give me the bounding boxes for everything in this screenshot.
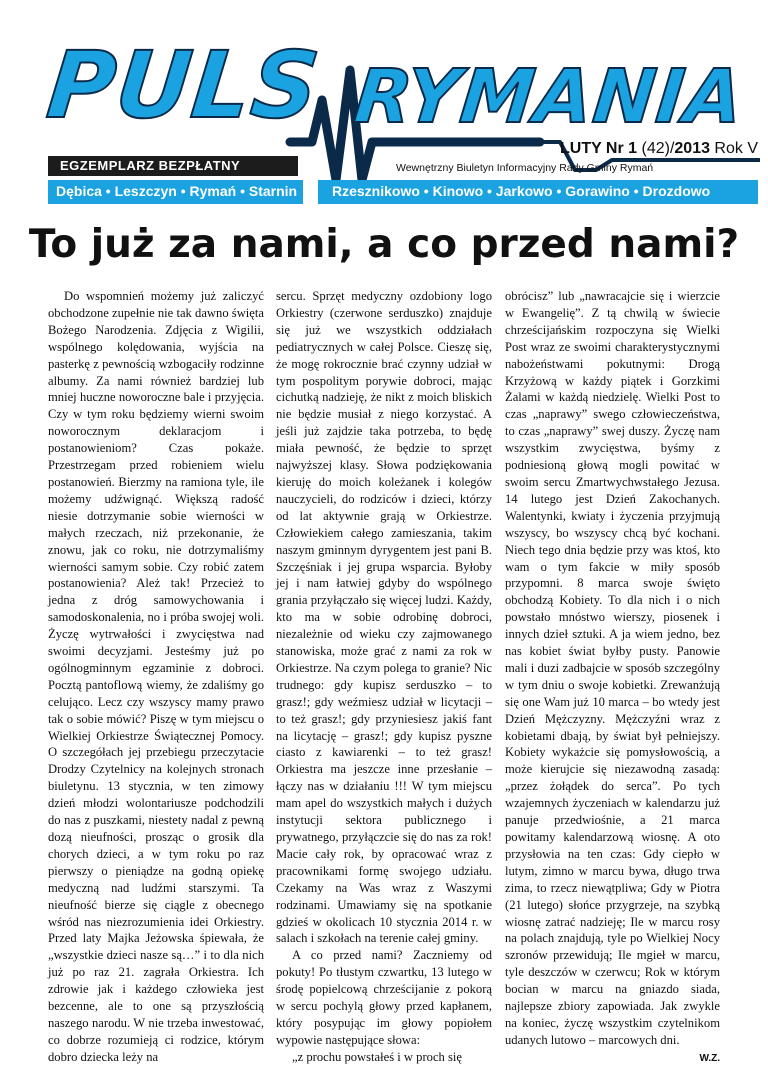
- column-3-text: obrócisz” lub „nawracajcie się i wierzcie w Ewangelię”. Z tą chwilą w świecie chrześcijańskim rozpoczyna się Wielki Post wraz ze swoimi charakterystycznymi nabożeństwami pokutnymi: Drogą Krzyżową w każdy piątek i Gorzkimi Żalami w każdą niedzielę. Wielki Post to czas „naprawy” swego człowieczeństwa, to czas „naprawy” swej duszy. Życzę nam wszystkim zwycięstwa, byśmy z podniesioną głową mogli powitać w swoim sercu Zmartwychwstałego Jezusa. 14 lutego jest Dzień Zakochanych. Walentynki, kwiaty i życzenia przyjmują wszyscy, bo wszyscy chcą być kochani. Niech tego dnia będzie przy was ktoś, kto wam o tym fakcie w miły sposób przypomni. 8 marca swoje święto obchodzą Kobiety. To dla nich i o nich powstało mnóstwo wierszy, piosenek i innych dzieł sztuki. A ja wiem jedno, bez nas kobiet świat byłby pusty. Panowie mali i duzi zadbajcie w sposób szczególny w tym dniu o swoje kobietki. Zrewanżują się one Wam już 10 marca – bo wtedy jest Dzień Mężczyzny. Mężczyźni wraz z kobietami dbają, by świat był pełniejszy. Kobiety wykażcie się pomysłowością, a może kierujcie się niezawodną zasadą: „przez żołądek do serca”. Po tych wzajemnych życzeniach w kalendarzu już panuje przedwiośnie, a 21 marca powitamy kalendarzową wiosnę. A oto przysłowia na ten czas: Gdy ciepło w lutym, zimno w marcu bywa, długo trwa zima, to rzecz niewątpliwa; Gdy w Piotra (21 lutego) słońce przygrzeje, na szybką wiosnę zatrać nadzieję; Ile w marcu rosy na polach znajdują, tyle po Wielkiej Nocy szronów przewidują; Ile mgieł w marcu, tyle deszczów w czerwcu; Rok w którym bocian w marcu na gniazdo siada, najlepsze zbiory zapowiada. Jak zwykle na koniec, życzę wszystkim czytelnikom udanych lutowo – marcowych dni.: [505, 289, 720, 1047]
- towns-bar-right: Rzesznikowo • Kinowo • Jarkowo • Gorawino • Drozdowo: [318, 180, 758, 204]
- author-signature: W.Z.: [699, 1052, 720, 1064]
- towns-bar-left: Dębica • Leszczyn • Rymań • Starnin: [48, 180, 303, 204]
- article-headline: To już za nami, a co przed nami?: [28, 222, 740, 267]
- masthead: [0, 0, 768, 210]
- bulletin-subtitle: Wewnętrzny Biuletyn Informacyjny Rady Gminy Rymań: [396, 162, 654, 174]
- article-column-1: Do wspomnień możemy już zaliczyć obchodzone zupełnie nie tak dawno święta Bożego Narodzenia. Zdjęcia z Wigilii, wspólnego kolędowania, wyjścia na pasterkę z pewnością wzbogaciły rodzinne albumy. Za nami również bardziej lub mniej huczne noworoczne bale i przyjęcia. Czy w tym roku będziemy wierni swoim noworocznym deklaracjom i postanowieniom? Czas pokaże. Przestrzegam przed robieniem wielu postanowień. Bierzmy na ramiona tyle, ile możemy udźwignąć. Większą radość niesie dotrzymanie sobie wierności w małych rzeczach, niż przekonanie, że znowu, jak co roku, nie dotrzymaliśmy wierności samym sobie. Czy robić zatem postanowienia? Ależ tak! Przecież to jedna z dróg samowychowania i samodoskonalenia, no i próba swojej woli. Życzę wytrwałości i zwycięstwa nad swoimi decyzjami. Jesteśmy już po ogólnogminnym egzaminie z dobroci. Pocztą pantoflową wiemy, że zdaliśmy go celująco. Lecz czy wszyscy mamy prawo tak o sobie mówić? Piszę w tym miejscu o Wielkiej Orkiestrze Świątecznej Pomocy. O szczegółach jej przebiegu przeczytacie Drodzy Czytelnicy na kolejnych stronach biuletynu. 13 stycznia, w ten zimowy dzień młodzi wolontariusze podchodzili do nas z puszkami, niestety nadal z pewną dozą nieufności, prosząc o grosik dla chorych dzieci, a w tym roku po raz pierwszy o pieniądze na godną opiekę medyczną nad ludźmi starszymi. Ta nieufność bierze się ciągle z obecnego wśród nas niezrozumienia idei Orkiestry. Przed laty Majka Jeżowska śpiewała, że „wszystkie dzieci nasze są…” i to dla nich już po raz 21. zagrała Orkiestra. Ich zdrowie jak i każdego człowieka jest bezcenne, ale to one są przyszłością naszego narodu. W nie trzeba inwestować, co dobrze rozumieją ci rodzice, którym dobro dziecka leży na: [48, 289, 264, 1064]
- article-column-2: [276, 288, 492, 1066]
- logo-rymania: RYMANIA: [350, 54, 748, 140]
- logo-puls: PULS: [42, 32, 325, 139]
- column-2-quote: „z prochu powstałeś i w proch się: [292, 1049, 462, 1064]
- issue-total-number: (42)/: [637, 140, 675, 157]
- article-column-3: [505, 288, 720, 1068]
- free-copy-badge: EGZEMPLARZ BEZPŁATNY: [48, 156, 298, 176]
- column-2-text-b: A co przed nami? Zaczniemy od pokuty! Po tłustym czwartku, 13 lutego w środę popielcową chrześcijanie z pokorą w sercu pochylą głowy przed kapłanem, który posypując im głowy popiołem wypowie następujące słowa:: [276, 948, 492, 1047]
- issue-info: [560, 140, 758, 158]
- issue-month-number: LUTY Nr 1: [559, 140, 638, 157]
- issue-volume: Rok V: [709, 140, 758, 157]
- column-2-text-a: sercu. Sprzęt medyczny ozdobiony logo Orkiestry (czerwone serduszko) znajduje się już we wszystkich oddziałach pediatrycznych w całej Polsce. Cieszę się, że mogę rokrocznie brać czynny udział w tym pospolitym porywie dobroci, mając cichutką nadzieję, że nikt z moich bliskich nie będzie musiał z niego korzystać. A jeśli już zajdzie taka potrzeba, to będę miała pewność, że będzie to sprzęt najwyższej klasy. Słowa podziękowania kieruję do moich koleżanek i kolegów nauczycieli, do rodziców i dzieci, którzy od lat aktywnie grają w Orkiestrze. Człowiekiem całego zamieszania, takim naszym gminnym dyrygentem jest pani B. Szczęśniak i jej grupa wsparcia. Byłoby jej i nam łatwiej gdyby do wspólnego grania przyłączało się więcej ludzi. Każdy, kto ma w sobie odrobinę dobroci, niezależnie od wieku czy zajmowanego stanowiska, może grać z nami za rok w Orkiestrze. Na czym polega to granie? Nic trudnego: gdy kupisz serduszko – to grasz!; gdy weźmiesz udział w licytacji – to też grasz!; gdy przyniesiesz jakiś fant na licytację – grasz!; gdy kupisz pyszne ciasto z kawiarenki – to też grasz! Orkiestra ma jeszcze inne przesłanie – łączy nas w działaniu !!! W tym miejscu mam apel do wszystkich małych i dużych instytucji sektora publicznego i prywatnego, przyłączcie się do nas za rok! Macie cały rok, by opracować wraz z pracownikami formę swojego udziału. Czekamy na Was wraz z Waszymi rodzinami. Umawiamy się na spotkanie gdzieś w okolicach 10 stycznia 2014 r. w salach i szkołach na terenie całej gminy.: [276, 289, 492, 946]
- issue-year: 2013: [674, 140, 710, 157]
